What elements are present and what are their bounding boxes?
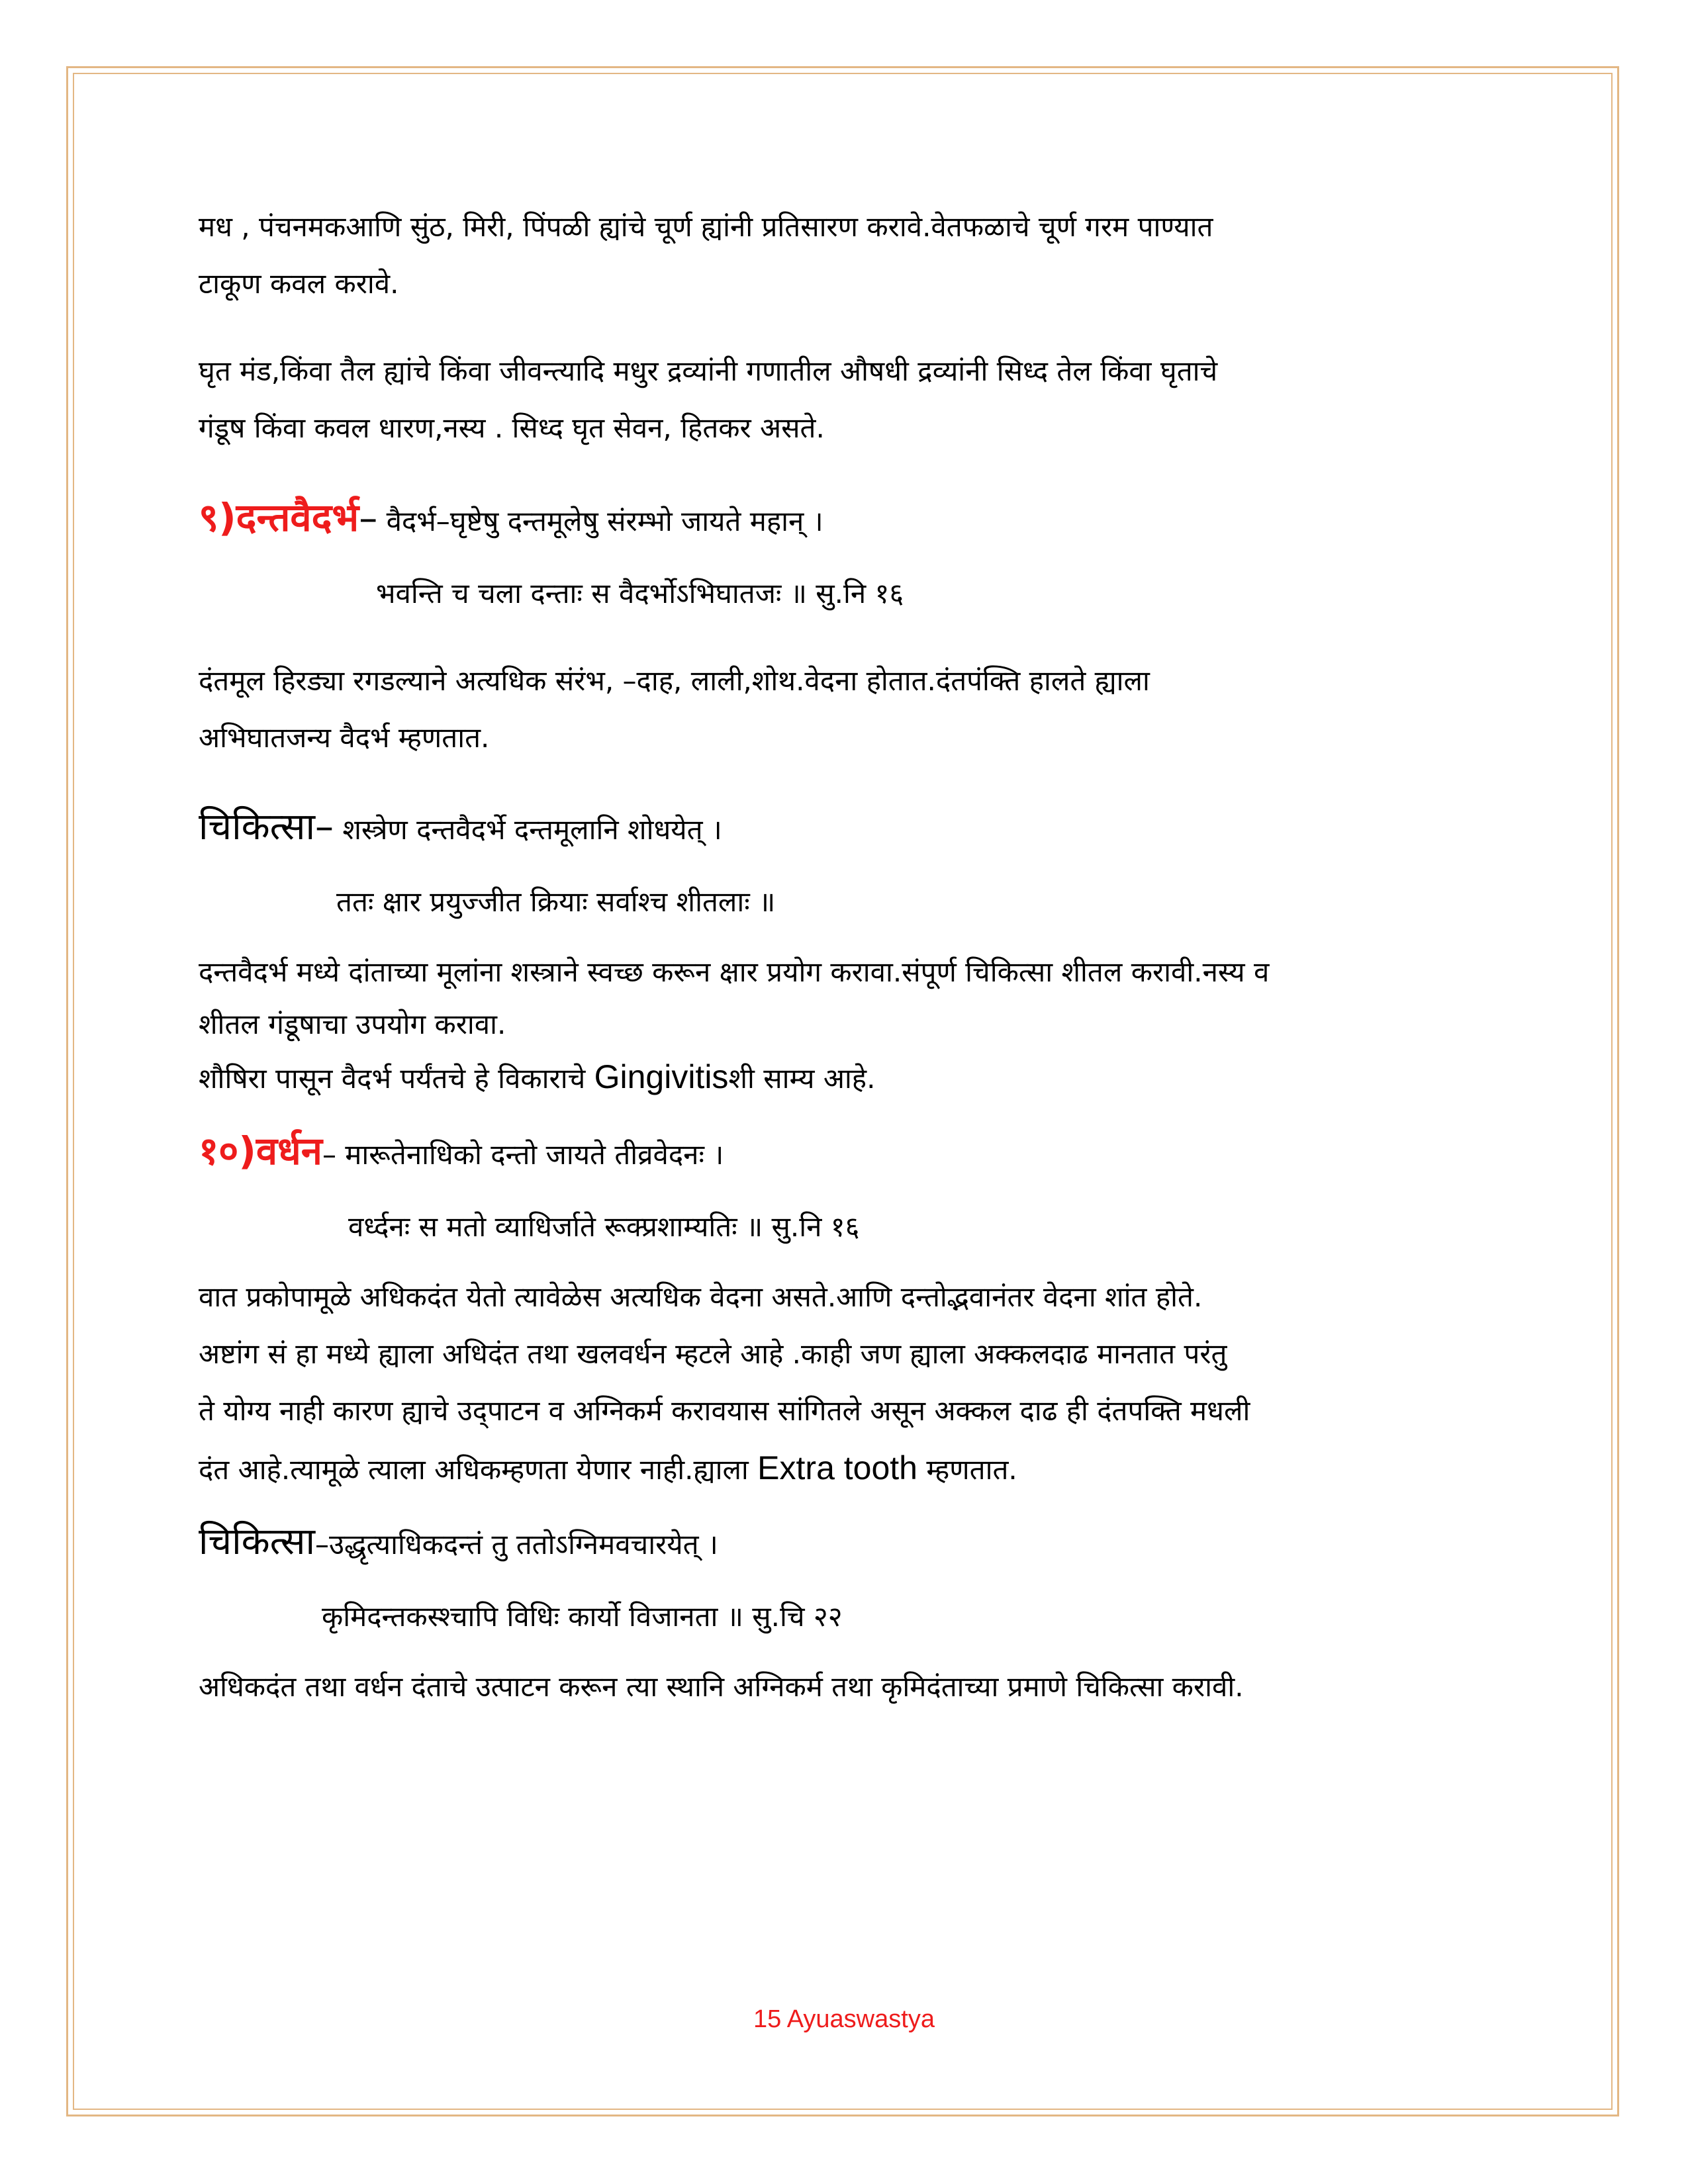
- section-9-desc-line-1: दंतमूल हिरड्या रगडल्याने अत्यधिक संरंभ, –दाह, लाली,शोथ.वेदना होतात.दंतपंक्ति हालते ह्याला: [199, 664, 1150, 697]
- section-9-verse-line-1: वैदर्भ–घृष्टेषु दन्तमूलेषु संरम्भो जायते महान् ।: [386, 505, 823, 537]
- section-9-verse-line-2: भवन्ति च चला दन्ताः स वैदर्भोऽभिघातजः ॥ सु.नि १६: [376, 577, 904, 610]
- chikitsa-1-desc-line-2: शीतल गंडूषाचा उपयोग करावा.: [199, 1008, 506, 1040]
- chikitsa-2-title: चिकित्सा: [199, 1520, 315, 1563]
- chikitsa-2-heading-row: [199, 1512, 1496, 1575]
- chikitsa-1-desc-line-1: दन्तवैदर्भ मध्ये दांताच्या मूलांना शस्त्राने स्वच्छ करून क्षार प्रयोग करावा.संपूर्ण चिकित्सा शीतल करावी.नस्य व: [199, 956, 1270, 988]
- chikitsa-2-verse-line-2: कृमिदन्तकस्श्चापि विधिः कार्यो विजानता ॥ सु.चि २२: [322, 1600, 843, 1633]
- page-content: [199, 199, 1496, 1715]
- section-10-verse-line-2: वर्ध्दनः स मतो व्याधिर्जाते रूक्प्रशाम्यतिः ॥ सु.नि १६: [348, 1210, 860, 1243]
- section-10-desc-line-4-start: दंत आहे.त्यामूळे त्याला अधिकम्हणता येणार नाही.ह्याला: [199, 1453, 758, 1486]
- section-10-desc-line-1: वात प्रकोपामूळे अधिकदंत येतो त्यावेळेस अत्यधिक वेदना असते.आणि दन्तोद्भवानंतर वेदना शांत होते.: [199, 1281, 1203, 1313]
- chikitsa-1-desc-line-3-start: शौषिरा पासून वैदर्भ पर्यंतचे हे विकाराचे: [199, 1062, 594, 1095]
- chikitsa-1-desc-line-3: [199, 1048, 1496, 1107]
- chikitsa-1-title: चिकित्सा: [199, 805, 315, 848]
- chikitsa-1-dash: –: [314, 805, 334, 848]
- section-10-desc-line-2: अष्टांग सं हा मध्ये ह्याला अधिदंत तथा खलवर्धन म्हटले आहे .काही जण ह्याला अक्कलदाढ मानतात परंतु: [199, 1338, 1227, 1370]
- chikitsa-2-desc-line-1: अधिकदंत तथा वर्धन दंताचे उत्पाटन करून त्या स्थानि अग्निकर्म तथा कृमिदंताच्या प्रमाणे चिकित्सा करावी.: [199, 1670, 1244, 1703]
- section-10-desc-line-3: ते योग्य नाही कारण ह्याचे उद्पाटन व अग्निकर्म करावयास सांगितले असून अक्कल दाढ ही दंतपक्ति मधली: [199, 1394, 1250, 1427]
- section-10-heading-row: [199, 1120, 1496, 1185]
- section-9-heading-row: [199, 487, 1496, 552]
- chikitsa-1-desc-line-3-end: शी साम्य आहे.: [728, 1062, 876, 1095]
- paragraph-2-line-1: घृत मंड,किंवा तैल ह्यांचे किंवा जीवन्त्यादि मधुर द्रव्यांनी गणातील औषधी द्रव्यांनी सिध्द तेल किंवा घृताचे: [199, 355, 1218, 387]
- chikitsa-1-verse-line-2: ततः क्षार प्रयुज्जीत क्रियाः सर्वाश्च शीतलाः ॥: [336, 886, 776, 918]
- section-10-verse-line-1: मारूतेनाधिको दन्तो जायते तीव्रवेदनः ।: [345, 1138, 724, 1171]
- section-10-desc-line-4-end: म्हणतात.: [917, 1453, 1017, 1486]
- section-9-title: ९)दन्तवैदर्भ: [199, 495, 359, 540]
- section-9-desc-line-2: अभिघातजन्य वैदर्भ म्हणतात.: [199, 721, 490, 754]
- chikitsa-1-heading-row: [199, 797, 1496, 860]
- paragraph-1-line-1: मध , पंचनमकआणि सुंठ, मिरी, पिंपळी ह्यांचे चूर्ण ह्यांनी प्रतिसारण करावे.वेतफळाचे चूर्ण गरम पाण्यात: [199, 210, 1213, 243]
- section-10-title: १०)वर्धन: [199, 1128, 322, 1173]
- section-10-desc-line-4: [199, 1439, 1496, 1498]
- page-footer: 15 Ayuaswastya: [753, 2005, 935, 2033]
- chikitsa-2-verse-line-1: उद्धृत्याधिकदन्तं तु ततोऽग्निमवचारयेत् ।: [328, 1528, 718, 1561]
- section-10-dash: –: [322, 1138, 336, 1171]
- paragraph-1-line-2: टाकूण कवल करावे.: [199, 267, 399, 300]
- section-9-dash: –: [359, 497, 378, 540]
- paragraph-2-line-2: गंडूष किंवा कवल धारण,नस्य . सिध्द घृत सेवन, हितकर असते.: [199, 412, 825, 444]
- extra-tooth-term: Extra tooth: [757, 1449, 917, 1486]
- gingivitis-term: Gingivitis: [594, 1058, 729, 1095]
- chikitsa-2-dash: –: [314, 1528, 329, 1561]
- chikitsa-1-verse-line-1: शस्त्रेण दन्तवैदर्भे दन्तमूलानि शोधयेत् ।: [342, 813, 722, 846]
